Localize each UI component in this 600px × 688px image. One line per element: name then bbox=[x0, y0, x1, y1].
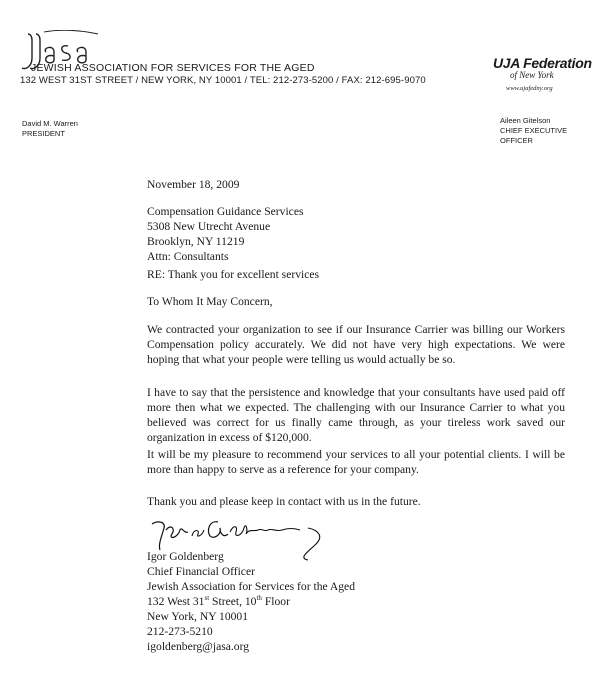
uja-url: www.ujafedny.org bbox=[506, 85, 553, 92]
recipient-line: 5308 New Utrecht Avenue bbox=[147, 220, 271, 233]
signer-phone: 212-273-5210 bbox=[147, 625, 213, 638]
org-name: JEWISH ASSOCIATION FOR SERVICES FOR THE AGED bbox=[31, 62, 315, 74]
ceo-title-1: CHIEF EXECUTIVE bbox=[500, 126, 568, 135]
letter-date: November 18, 2009 bbox=[147, 178, 240, 191]
signer-street: 132 West 31st Street, 10th Floor bbox=[147, 594, 290, 608]
signer-title: Chief Financial Officer bbox=[147, 565, 255, 578]
recipient-block bbox=[147, 204, 565, 264]
ceo-block bbox=[500, 116, 567, 146]
president-title: PRESIDENT bbox=[22, 129, 65, 138]
paragraph-2: I have to say that the persistence and knowledge that your consultants have used paid off more then what we expected. The challenging with our Insurance Carrier to what you believed was correct for us finally came through, as your tireless work saved our organization in excess of $120,000. bbox=[147, 386, 565, 444]
president-block bbox=[22, 119, 78, 139]
re-line: RE: Thank you for excellent services bbox=[147, 268, 320, 281]
paragraph-1: We contracted your organization to see if our Insurance Carrier was billing our Workers Compensation policy accurately. We did not have very high expectations. We were hoping that what your people were telling us would actually be so. bbox=[147, 323, 565, 366]
president-name: David M. Warren bbox=[22, 119, 78, 128]
salutation: To Whom It May Concern, bbox=[147, 295, 273, 308]
recipient-line: Compensation Guidance Services bbox=[147, 205, 304, 218]
org-address: 132 WEST 31ST STREET / NEW YORK, NY 10001 / TEL: 212-273-5200 / FAX: 212-695-9070 bbox=[20, 75, 426, 86]
recipient-line: Brooklyn, NY 11219 bbox=[147, 235, 245, 248]
ceo-name: Aileen Gitelson bbox=[500, 116, 551, 125]
uja-federation-logo: UJA Federation bbox=[493, 55, 592, 71]
signer-city: New York, NY 10001 bbox=[147, 610, 249, 623]
paragraph-3: It will be my pleasure to recommend your services to all your potential clients. I will be more than happy to serve as a reference for your company. bbox=[147, 448, 565, 476]
signer-block bbox=[147, 549, 565, 654]
recipient-line: Attn: Consultants bbox=[147, 250, 229, 263]
closing: Thank you and please keep in contact with us in the future. bbox=[147, 495, 421, 508]
signer-org: Jewish Association for Services for the Aged bbox=[147, 580, 356, 593]
signer-email: igoldenberg@jasa.org bbox=[147, 640, 250, 653]
uja-subtitle: of New York bbox=[510, 70, 554, 80]
ceo-title-2: OFFICER bbox=[500, 136, 533, 145]
signer-name: Igor Goldenberg bbox=[147, 550, 224, 563]
